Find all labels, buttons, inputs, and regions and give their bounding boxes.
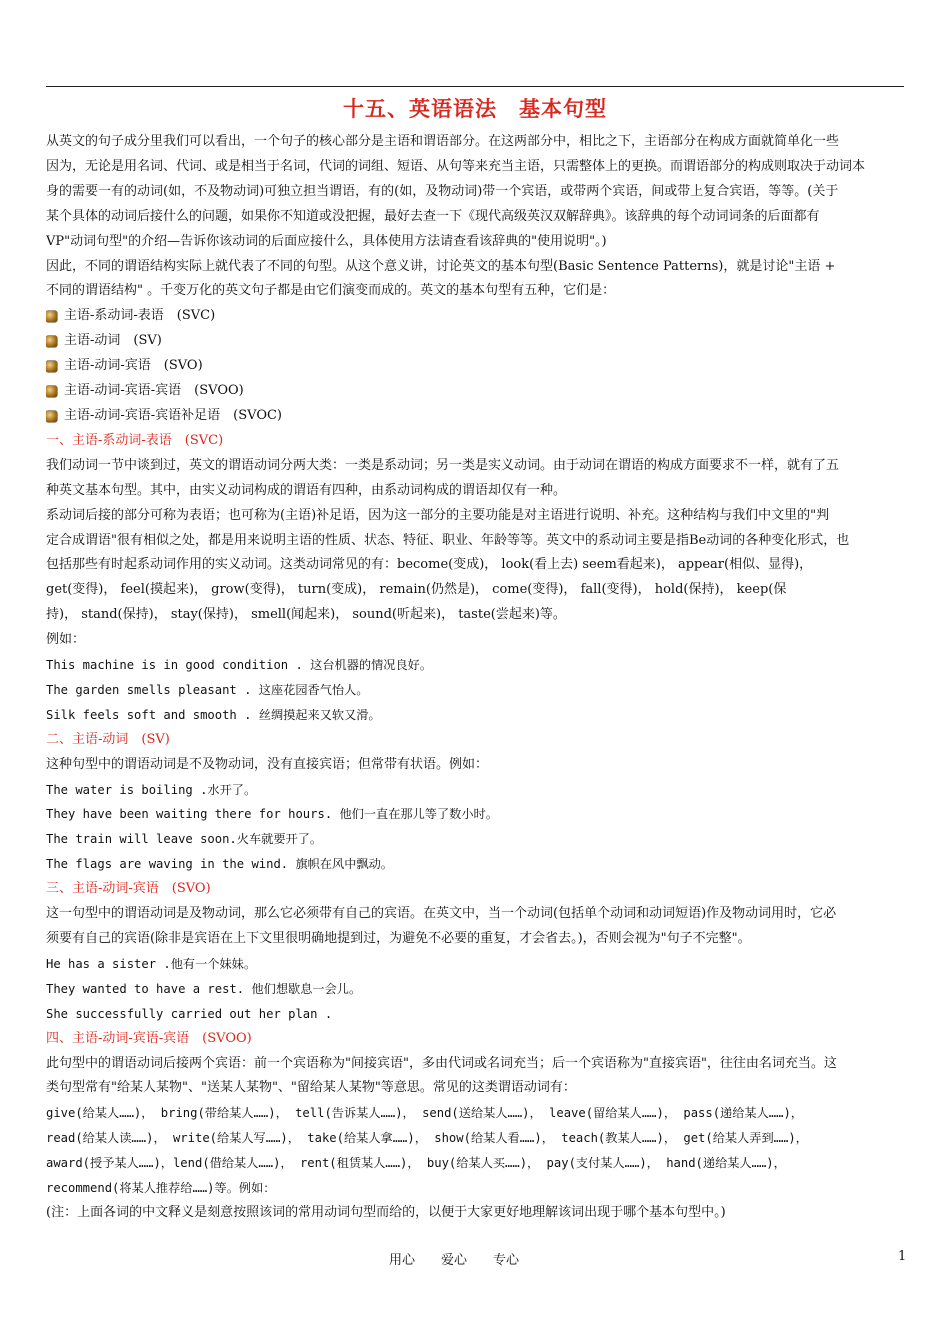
example-sentence: Silk feels soft and smooth . 丝绸摸起来又软又滑。 [46, 707, 381, 722]
verb-list-line: give(给某人……)， bring(带给某人……)， tell(告诉某人……)， send(送给某人……)， leave(留给某人……)， pass(递给某人……)， [46, 1106, 803, 1121]
text-line: 此句型中的谓语动词后接两个宾语：前一个宾语称为"间接宾语"，多由代词或名词充当；后一个宾语称为"直接宾语"，往往由名词充当。这 [46, 1055, 837, 1071]
example-sentence: She successfully carried out her plan . [46, 1006, 333, 1021]
note-line: (注：上面各词的中文释义是刻意按照该词的常用动词句型而给的，以便于大家更好地理解该词出现于哪个基本句型中。) [46, 1204, 726, 1220]
pattern-label: 主语-动词 (SV) [64, 333, 162, 349]
text-line: 类句型常有"给某人某物"、"送某人某物"、"留给某人某物"等意思。常见的这类谓语动词有： [46, 1080, 576, 1096]
page-number: 1 [898, 1249, 907, 1264]
section-heading-svoo: 四、主语-动词-宾语-宾语 (SVOO) [46, 1030, 252, 1046]
pattern-label: 主语-动词-宾语-宾语补足语 (SVOC) [64, 407, 282, 423]
header-rule [46, 86, 904, 87]
text-line: 包括那些有时起系动词作用的实义动词。这类动词常见的有：become(变成)， look(看上去) seem看起来)， appear(相似、显得)， [46, 557, 813, 573]
section-body-sv [46, 753, 906, 878]
footer-slogan: 用心 爱心 专心 [389, 1253, 520, 1268]
pattern-item [46, 404, 906, 429]
bullet-icon [46, 336, 57, 347]
bullet-icon [46, 386, 57, 397]
page-title: 十五、英语语法 基本句型 [343, 96, 607, 121]
text-line: VP"动词句型"的介绍—告诉你该动词的后面应接什么，具体使用方法请查看该辞典的"使用说明"。) [46, 233, 607, 249]
example-sentence: He has a sister .他有一个妹妹。 [46, 956, 257, 971]
bullet-icon [46, 361, 57, 372]
text-line: 某个具体的动词后接什么的问题，如果你不知道或没把握，最好去查一下《现代高级英汉双解辞典》。该辞典的每个动词词条的后面都有 [46, 208, 820, 224]
section-heading-svc: 一、主语-系动词-表语 (SVC) [46, 432, 224, 448]
example-sentence: They have been waiting there for hours. 他们一直在那儿等了数小时。 [46, 807, 498, 822]
section-body-svc [46, 454, 906, 728]
example-sentence: The train will leave soon.火车就要开了。 [46, 832, 323, 847]
pattern-label: 主语-动词-宾语-宾语 (SVOO) [64, 383, 244, 399]
example-sentence: The garden smells pleasant . 这座花园香气怡人。 [46, 682, 369, 697]
verb-list-line: recommend(将某人推荐给……)等。例如： [46, 1181, 276, 1196]
pattern-list [46, 304, 906, 429]
section-body-svoo [46, 1052, 906, 1226]
example-sentence: They wanted to have a rest. 他们想歇息一会儿。 [46, 981, 362, 996]
verb-list-line: read(给某人读……)， write(给某人写……)， take(给某人拿……)， show(给某人看……)， teach(教某人……)， get(给某人弄到……)， [46, 1131, 808, 1146]
text-line: 这一句型中的谓语动词是及物动词，那么它必须带有自己的宾语。在英文中，当一个动词(包括单个动词和动词短语)作及物动词用时，它必 [46, 906, 837, 922]
example-sentence: The water is boiling .水开了。 [46, 782, 257, 797]
text-line: 从英文的句子成分里我们可以看出，一个句子的核心部分是主语和谓语部分。在这两部分中，相比之下，主语部分在构成方面就简单化一些 [46, 134, 840, 149]
section-body-svo [46, 902, 906, 1027]
text-line: 我们动词一节中谈到过，英文的谓语动词分两大类：一类是系动词；另一类是实义动词。由于动词在谓语的构成方面要求不一样，就有了五 [46, 457, 840, 473]
text-line: 例如： [46, 632, 86, 648]
text-line: 系动词后接的部分可称为表语；也可称为(主语)补足语，因为这一部分的主要功能是对主语进行说明、补充。这种结构与我们中文里的"判 [46, 507, 830, 523]
pattern-item [46, 304, 906, 329]
pattern-label: 主语-系动词-表语 (SVC) [64, 308, 216, 324]
intro-paragraph [46, 130, 906, 304]
pattern-item [46, 379, 906, 404]
bullet-icon [46, 311, 57, 322]
example-sentence: The flags are waving in the wind. 旗帜在风中飘动。 [46, 857, 393, 872]
text-line: get(变得)， feel(摸起来)， grow(变得)， turn(变成)， remain(仍然是)， come(变得)， fall(变得)， hold(保持)， keep(保 [46, 582, 787, 598]
section-heading-svo: 三、主语-动词-宾语 (SVO) [46, 881, 211, 897]
text-line: 种英文基本句型。其中，由实义动词构成的谓语有四种，由系动词构成的谓语却仅有一种。 [46, 482, 567, 498]
pattern-item [46, 354, 906, 379]
pattern-label: 主语-动词-宾语 (SVO) [64, 358, 203, 374]
text-line: 定合成谓语"很有相似之处，都是用来说明主语的性质、状态、特征、职业、年龄等等。英文中的系动词主要是指Be动词的各种变化形式，也 [46, 532, 850, 548]
text-line: 须要有自己的宾语(除非是宾语在上下文里很明确地提到过，为避免不必要的重复，才会省去。)，否则会视为"句子不完整"。 [46, 931, 751, 946]
section-heading-sv: 二、主语-动词 (SV) [46, 731, 170, 747]
text-line: 这种句型中的谓语动词是不及物动词，没有直接宾语；但常带有状语。例如： [46, 756, 489, 772]
bullet-icon [46, 411, 57, 422]
text-line: 因此，不同的谓语结构实际上就代表了不同的句型。从这个意义讲，讨论英文的基本句型(Basic Sentence Patterns)，就是讨论"主语 + [46, 258, 836, 274]
example-sentence: This machine is in good condition . 这台机器的情况良好。 [46, 658, 433, 673]
pattern-item [46, 329, 906, 354]
text-line: 持)， stand(保持)， stay(保持)， smell(闻起来)， sound(听起来)， taste(尝起来)等。 [46, 607, 566, 623]
text-line: 不同的谓语结构" 。千变万化的英文句子都是由它们演变而成的。英文的基本句型有五种，它们是： [46, 283, 616, 299]
document-body [46, 130, 906, 1226]
verb-list-line: award(授予某人……)，lend(借给某人……)， rent(租赁某人……)， buy(给某人买……)， pay(支付某人……)， hand(递给某人……)， [46, 1156, 786, 1171]
text-line: 身的需要一有的动词(如，不及物动词)可独立担当谓语，有的(如，及物动词)带一个宾语，或带两个宾语，间或带上复合宾语，等等。(关于 [46, 183, 839, 199]
text-line: 因为，无论是用名词、代词、或是相当于名词，代词的词组、短语、从句等来充当主语，只需整体上的更换。而谓语部分的构成则取决于动词本 [46, 158, 866, 174]
